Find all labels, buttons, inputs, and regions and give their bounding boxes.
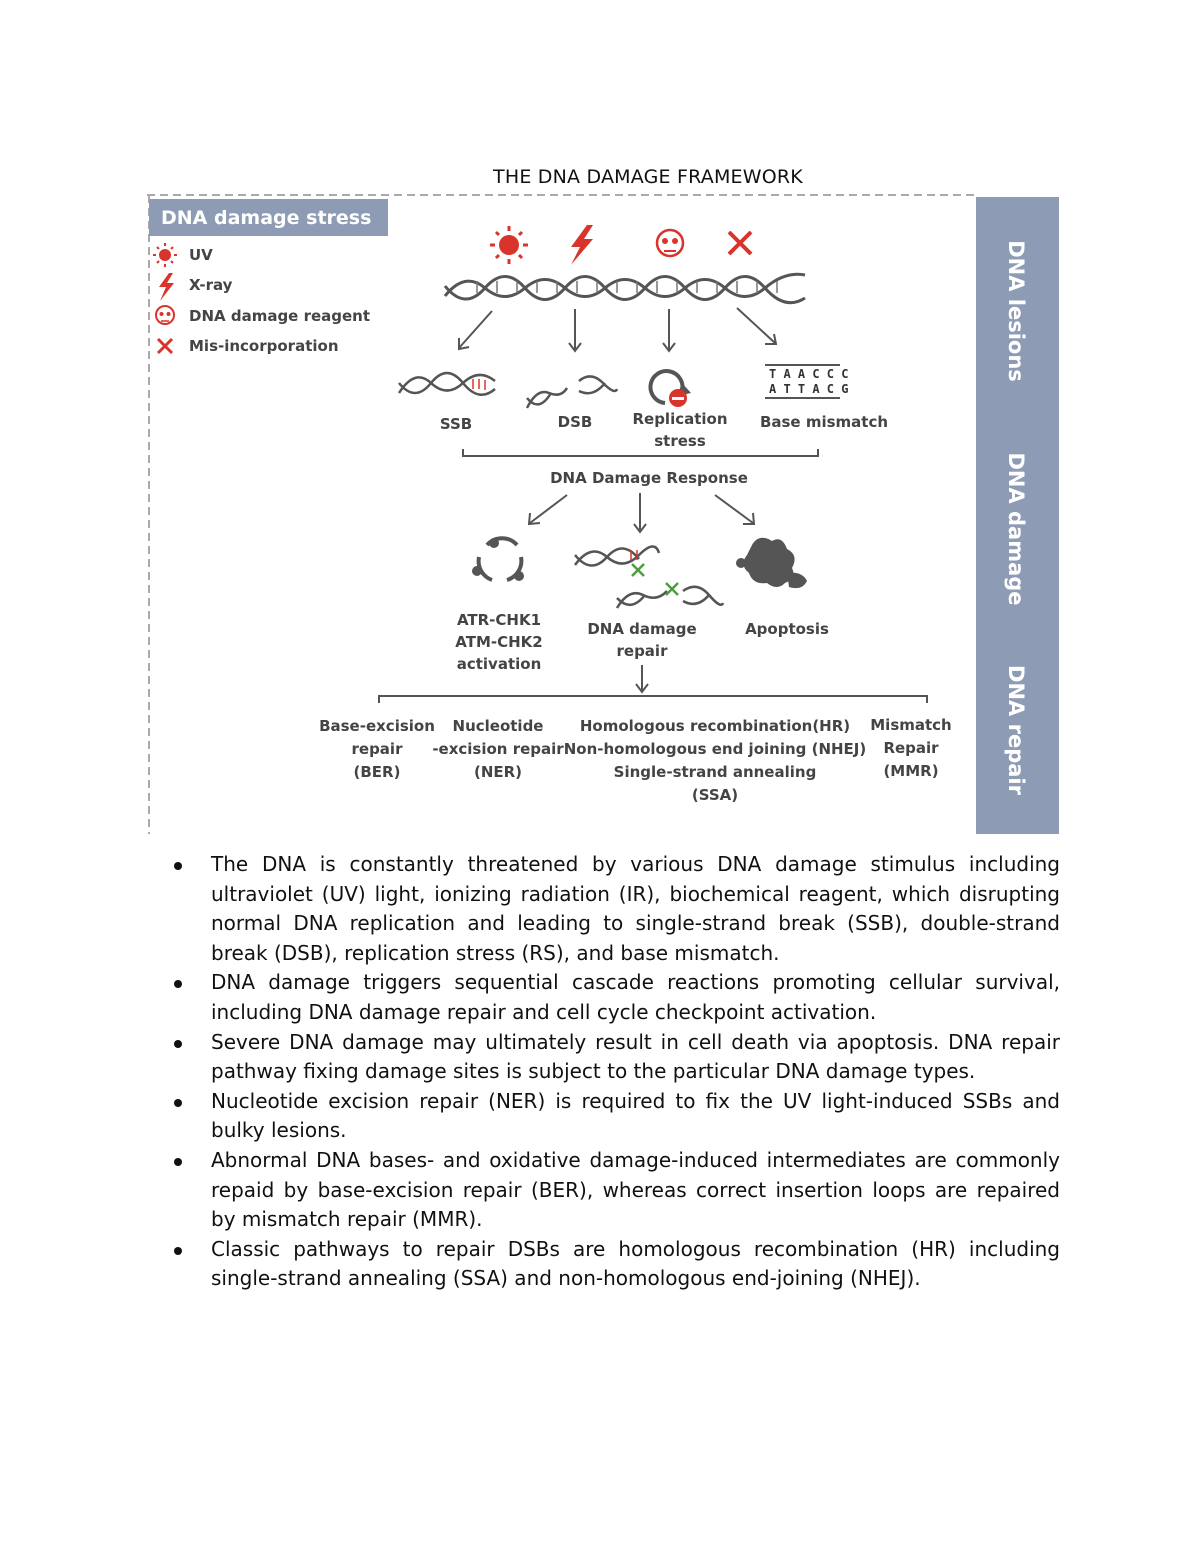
ber-line3: (BER) — [353, 763, 401, 781]
hr-line2: Non-homologous end joining (NHEJ) — [563, 740, 867, 758]
sun-icon — [153, 243, 177, 267]
repair-line2: repair — [616, 642, 668, 660]
side-label-lesions: DNA lesions — [1004, 240, 1028, 382]
cycle-icon — [472, 538, 524, 581]
bullet-item — [170, 850, 1060, 968]
bullet-item — [170, 968, 1060, 1027]
page-title: THE DNA DAMAGE FRAMEWORK — [493, 166, 803, 188]
apoptosis-label: Apoptosis — [745, 620, 829, 638]
repair-line1: DNA damage — [587, 620, 697, 638]
ber-line1: Base-excision — [319, 717, 435, 735]
bullet-text: Classic pathways to repair DSBs are homologous recombination (HR) including single-strand annealing (SSA) and non-homologous end-joining (NHEJ). — [211, 1236, 1060, 1291]
bullet-dot — [174, 1247, 182, 1255]
legend-xray: X-ray — [189, 276, 233, 294]
lightning-icon — [159, 273, 174, 301]
lesion-bracket — [463, 449, 818, 456]
pathway-bracket — [379, 696, 927, 703]
stress-panel-title: DNA damage stress — [161, 207, 372, 229]
ddr-arrows — [529, 493, 754, 532]
mmr-line3: (MMR) — [883, 762, 939, 780]
ner-line3: (NER) — [473, 763, 523, 781]
checkpoint-line1: ATR-CHK1 — [456, 611, 542, 629]
bullet-text: Nucleotide excision repair (NER) is required to fix the UV light-induced SSBs and bulky lesions. — [211, 1088, 1060, 1143]
bullet-item — [170, 1028, 1060, 1087]
apoptosis-cell-icon — [736, 538, 807, 588]
bullet-dot — [174, 980, 182, 988]
ner-line2: -excision repair — [432, 740, 564, 758]
hr-line3: Single-strand annealing — [613, 763, 817, 781]
sun-icon — [490, 226, 528, 264]
mismatch-seq-bottom: A T T A C G — [769, 382, 849, 396]
legend-misincorporation: Mis-incorporation — [189, 337, 339, 355]
skull-icon — [156, 306, 174, 324]
legend-uv: UV — [189, 246, 213, 264]
repair-arrow — [636, 665, 648, 692]
side-label-damage: DNA damage — [1004, 452, 1028, 606]
ddr-label: DNA Damage Response — [550, 469, 748, 487]
lesion-replication-line1: Replication — [632, 410, 728, 428]
lesion-ssb: SSB — [439, 415, 473, 433]
bullet-text: Abnormal DNA bases- and oxidative damage-induced intermediates are commonly repaid by base-excision repair (BER), whereas correct insertion loops are repaired by mismatch repair (MMR). — [211, 1147, 1060, 1232]
ner-line1: Nucleotide — [452, 717, 544, 735]
bullet-dot — [174, 1158, 182, 1166]
cross-icon — [158, 339, 172, 353]
legend-reagent: DNA damage reagent — [189, 307, 371, 325]
dna-helix — [445, 274, 805, 302]
lesion-arrows — [459, 308, 776, 351]
lesion-base-mismatch: Base mismatch — [759, 413, 889, 431]
checkpoint-line2: ATM-CHK2 — [455, 633, 543, 651]
bullet-dot — [174, 1040, 182, 1048]
bullet-item — [170, 1235, 1060, 1294]
hr-line4: (SSA) — [691, 786, 739, 804]
bullet-text: DNA damage triggers sequential cascade reactions promoting cellular survival, including DNA damage repair and cell cycle checkpoint activation. — [211, 970, 1060, 1024]
lightning-icon — [571, 225, 593, 265]
side-label-repair: DNA repair — [1004, 665, 1028, 795]
checkpoint-line3: activation — [456, 655, 542, 673]
hr-line1: Homologous recombination(HR) — [579, 717, 851, 735]
bullet-dot — [174, 862, 182, 870]
mismatch-seq-top: T A A C C C — [769, 367, 849, 381]
dna-repair-icon — [575, 546, 723, 608]
bullet-text: Severe DNA damage may ultimately result in cell death via apoptosis. DNA repair pathway fixing damage sites is subject to the particular DNA damage types. — [211, 1029, 1060, 1084]
skull-icon — [657, 230, 683, 256]
mmr-line1: Mismatch — [870, 716, 952, 734]
ber-line2: repair — [351, 740, 403, 758]
bullet-list — [170, 850, 1060, 1294]
bullet-text: The DNA is constantly threatened by various DNA damage stimulus including ultraviolet (UV) light, ionizing radiation (IR), biochemical reagent, which disrupting normal DNA replication and leading to single-strand break (SSB), double-strand break (DSB), replication stress (RS), and base mismatch. — [211, 852, 1060, 965]
lesion-dsb: DSB — [557, 413, 593, 431]
bullet-item — [170, 1087, 1060, 1146]
bullet-dot — [174, 1099, 182, 1107]
mmr-line2: Repair — [883, 739, 939, 757]
dna-damage-framework-figure — [147, 193, 1059, 834]
replication-stress-icon — [650, 371, 691, 407]
ssb-dna-icon — [399, 373, 495, 395]
dsb-dna-icon — [527, 376, 617, 408]
cross-icon — [729, 232, 751, 254]
bullet-item — [170, 1146, 1060, 1235]
lesion-replication-line2: stress — [654, 432, 706, 450]
